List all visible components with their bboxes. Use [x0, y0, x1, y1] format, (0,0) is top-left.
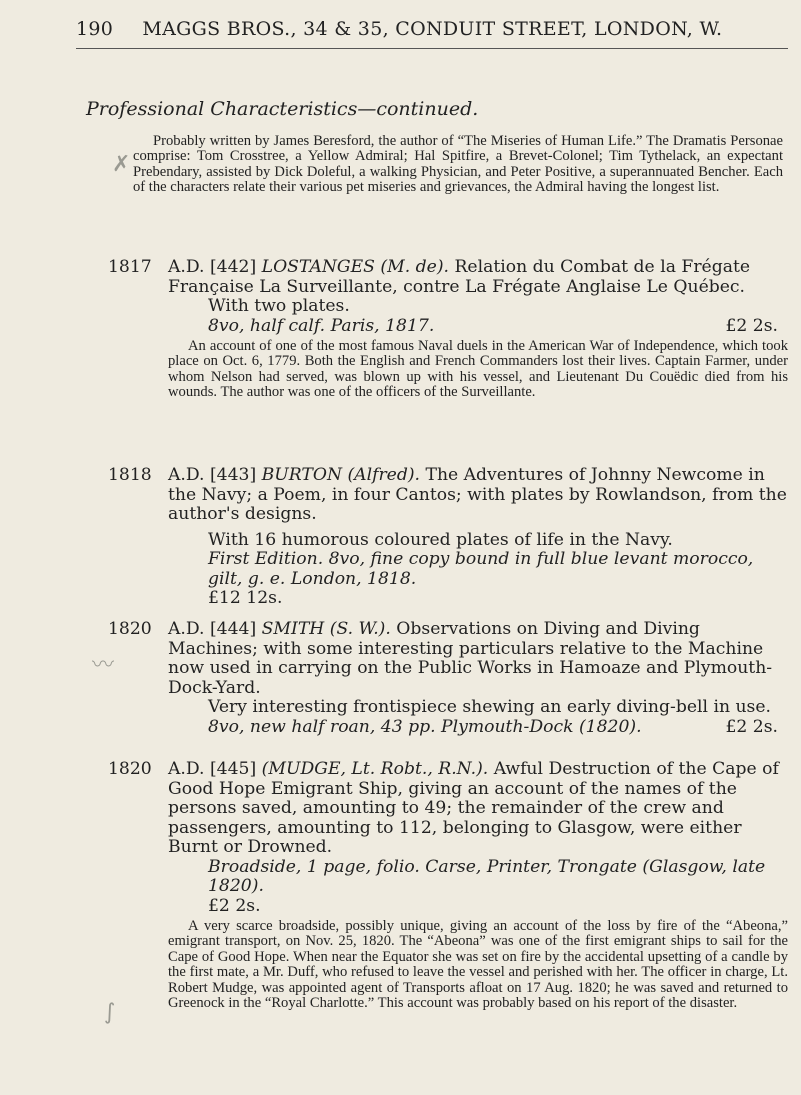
entry-title: Awful Destruction of the Cape of Good Hope Emigrant Ship, giving an account of the names of the persons saved, amounting to 49; the remainder of the crew and passengers, amounting to 112, belonging to Glasgow, were either Burnt or Drowned. [168, 759, 779, 857]
entry-author: (MUDGE, Lt. Robt., R.N.). [261, 759, 489, 779]
page-number: 190 [76, 18, 114, 40]
entry-format: First Edition. 8vo, fine copy bound in full blue levant morocco, gilt, g. e. London, 1818. [208, 549, 754, 589]
section-title: Professional Characteristics—continued. [86, 98, 479, 120]
entry-plates: With 16 humorous coloured plates of life in the Navy. [208, 529, 673, 550]
entry-author: BURTON (Alfred). [261, 465, 421, 485]
catalogue-entry-442 [108, 258, 788, 401]
publisher-address: MAGGS BROS., 34 & 35, CONDUIT STREET, LONDON, W. [142, 18, 723, 40]
page-header [76, 18, 723, 40]
entry-plates: Very interesting frontispiece shewing an early diving-bell in use. [208, 697, 771, 717]
header-rule [76, 48, 788, 49]
entry-format: 8vo, new half roan, 43 pp. Plymouth-Dock (1820). [208, 716, 642, 737]
entry-note: A very scarce broadside, possibly unique, giving an account of the loss by fire of the “Abeona,” emigrant transport, on Nov. 25, 1820. The “Abeona” was one of the first emigrant ships to sail for the Cape of Good Hope. When near the Equator she was set on fire by the accidental upsetting of a candle by the first mate, a Mr. Duff, who refused to leave the vessel and perished with her. The officer in charge, Lt. Robert Mudge, was appointed agent of Transports afloat on 17 Aug. 1820; he was saved and returned to Greenock in the “Royal Charlotte.” This account was probably based on his report of the disaster. [168, 918, 788, 1012]
catalogue-entry-444 [108, 620, 788, 737]
entry-plates: With two plates. [208, 296, 350, 316]
entry-price: £2 2s. [725, 716, 778, 737]
margin-scribble-icon: 〰 [92, 653, 115, 678]
entry-year: 1820 [108, 619, 152, 639]
catalogue-entry-443 [108, 466, 788, 609]
entry-author: SMITH (S. W.). [261, 619, 391, 639]
margin-mark-icon: ✗ [112, 152, 131, 177]
entry-heading: A.D. [444] [168, 619, 262, 639]
entry-heading: A.D. [442] [168, 257, 262, 277]
entry-format: 8vo, half calf. Paris, 1817. [208, 315, 435, 336]
entry-year: 1817 [108, 257, 152, 277]
entry-heading: A.D. [445] [168, 759, 262, 779]
entry-price: £2 2s. [725, 315, 778, 336]
margin-mark-icon: ∫ [104, 1000, 116, 1025]
entry-format: Broadside, 1 page, folio. Carse, Printer, Trongate (Glasgow, late 1820). [208, 856, 766, 896]
entry-price: £2 2s. [208, 895, 261, 916]
entry-year: 1818 [108, 465, 152, 485]
catalogue-entry-445 [108, 760, 788, 1011]
entry-title: Observations on Diving and Diving Machines; with some interesting particulars relative to the Machine now used in carrying on the Public Works in Hamoaze and Plymouth-Dock-Yard. [168, 619, 773, 698]
entry-note: An account of one of the most famous Naval duels in the American War of Independence, which took place on Oct. 6, 1779. Both the English and French Commanders lost their lives. Captain Farmer, under whom Nelson had served, was blown up with his vessel, and Lieutenant Du Couëdic died from his wounds. The author was one of the officers of the Surveillante. [168, 338, 788, 401]
entry-title: Relation du Combat de la Frégate Française La Surveillante, contre La Frégate Anglaise Le Québec. [168, 257, 751, 297]
intro-note: Probably written by James Beresford, the author of “The Miseries of Human Life.” The Dramatis Personae comprise: Tom Crosstree, a Yellow Admiral; Hal Spitfire, a Brevet-Colonel; Tim Tythelack, an expectant Prebendary, assisted by Dick Doleful, a walking Physician, and Peter Positive, a superannuated Bencher. Each of the characters relate their various pet miseries and grievances, the Admiral having the longest list. [133, 133, 783, 196]
entry-heading: A.D. [443] [168, 465, 262, 485]
entry-title: The Adventures of Johnny Newcome in the Navy; a Poem, in four Cantos; with plates by Rowlandson, from the author's designs. [168, 465, 787, 524]
entry-price: £12 12s. [208, 588, 283, 608]
entry-author: LOSTANGES (M. de). [261, 257, 449, 277]
entry-year: 1820 [108, 759, 152, 779]
